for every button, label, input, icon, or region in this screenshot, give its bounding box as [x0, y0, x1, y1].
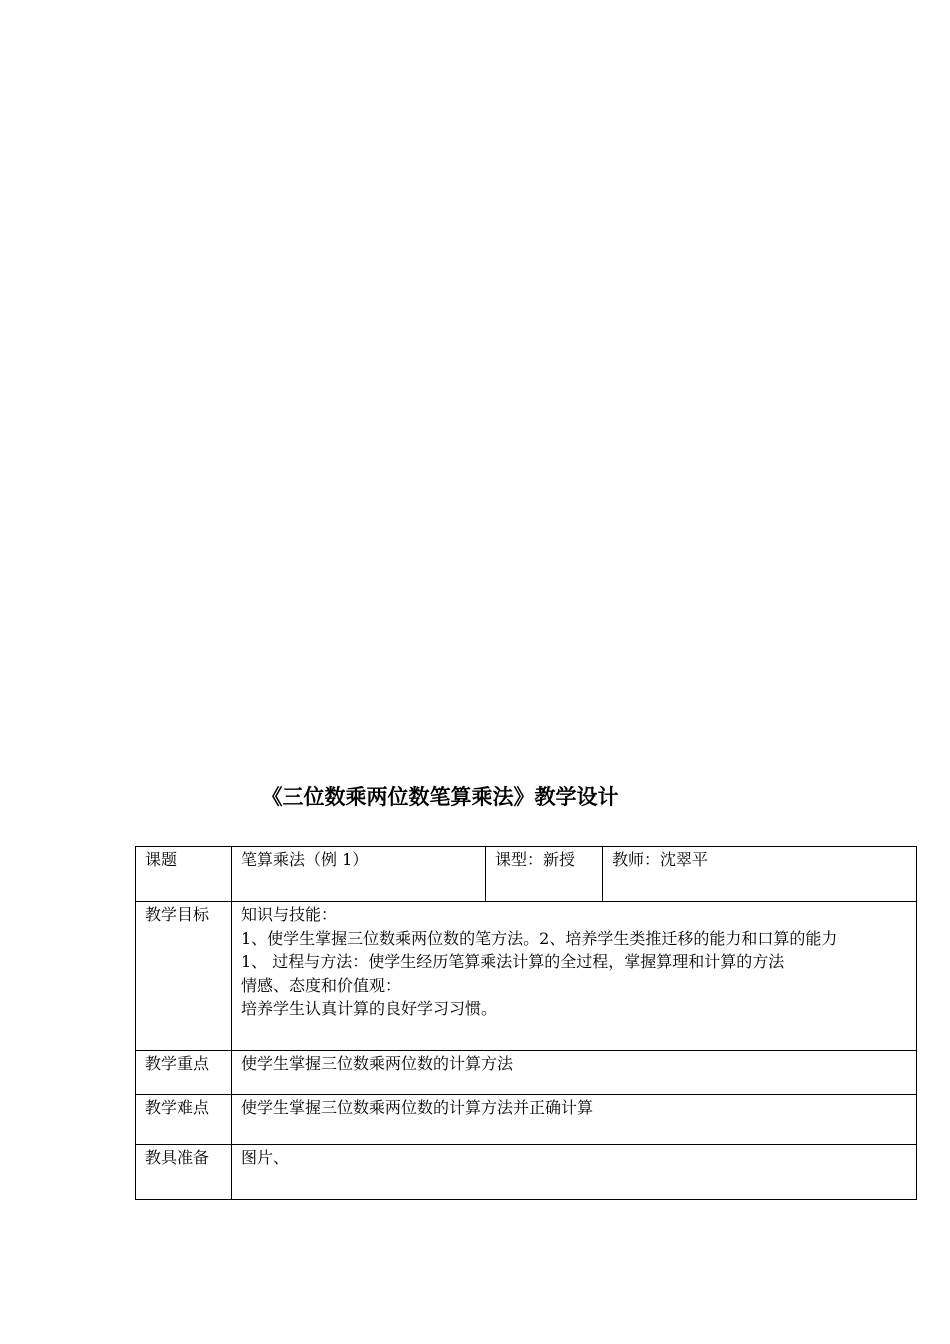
teacher-cell: 教师：沈翠平 [603, 847, 917, 902]
goals-line: 培养学生认真计算的良好学习习惯。 [241, 999, 498, 1018]
goals-line: 1、使学生掌握三位数乘两位数的笔方法。2、培养学生类推迁移的能力和口算的能力 [241, 928, 838, 948]
difficulties-value-cell: 使学生掌握三位数乘两位数的计算方法并正确计算 [232, 1095, 917, 1145]
topic-label-cell: 课题 [136, 847, 232, 902]
lesson-type-cell: 课型：新授 [486, 847, 603, 902]
key-points-label-cell: 教学重点 [136, 1051, 232, 1095]
table-row-goals [136, 902, 917, 1051]
key-points-value-cell: 使学生掌握三位数乘两位数的计算方法 [232, 1051, 917, 1095]
document-title: 《三位数乘两位数笔算乘法》教学设计 [261, 785, 619, 809]
goals-line: 情感、态度和价值观： [241, 975, 402, 995]
materials-label-cell: 教具准备 [136, 1145, 232, 1200]
lesson-plan-table [135, 846, 917, 1200]
difficulties-label-cell: 教学难点 [136, 1095, 232, 1145]
table-row-key-points [136, 1051, 917, 1095]
goals-label-cell: 教学目标 [136, 902, 232, 1051]
goals-content-cell [232, 902, 917, 1051]
table-row-header [136, 847, 917, 902]
table-row-materials [136, 1145, 917, 1200]
topic-value-cell: 笔算乘法（例 1） [232, 847, 486, 902]
goals-line: 知识与技能： [241, 905, 338, 924]
table-row-difficulties [136, 1095, 917, 1145]
goals-line: 1、 过程与方法：使学生经历笔算乘法计算的全过程，掌握算理和计算的方法 [241, 952, 785, 971]
materials-value-cell: 图片、 [232, 1145, 917, 1200]
